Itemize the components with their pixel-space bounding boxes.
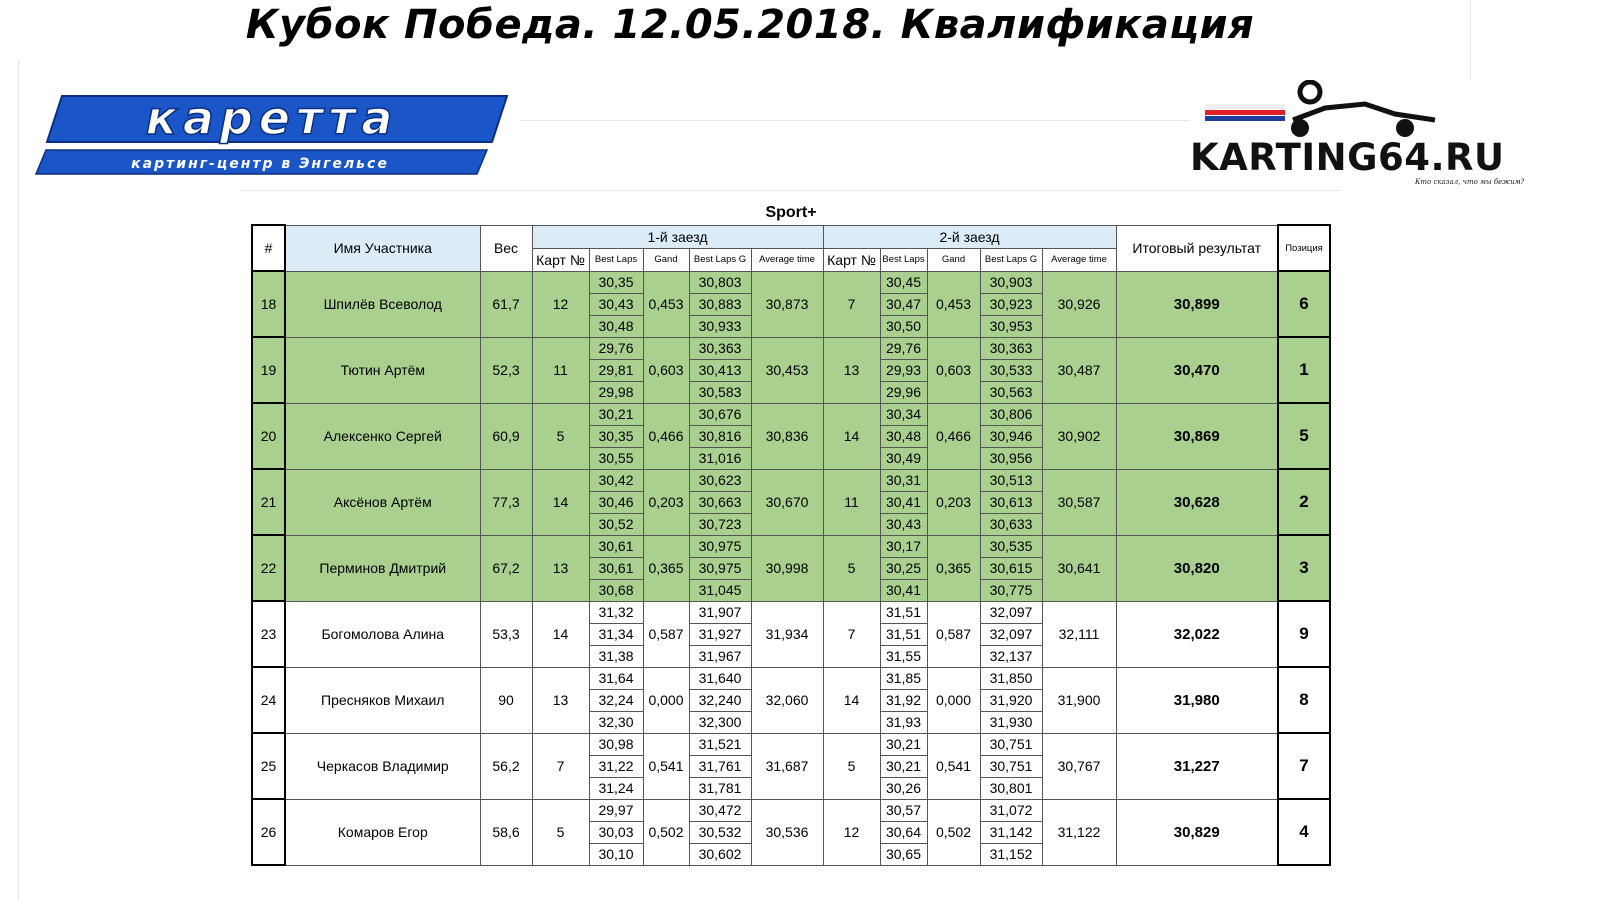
total-result: 30,470 [1116, 337, 1278, 403]
heat1-best-lap: 30,03 [589, 821, 643, 843]
heat1-kart: 5 [532, 403, 589, 469]
heat2-average: 30,587 [1042, 469, 1116, 535]
heat1-best-lap-g: 30,975 [689, 557, 751, 579]
heat1-best-lap: 30,61 [589, 557, 643, 579]
heat2-best-lap-g: 30,533 [980, 359, 1042, 381]
heat2-best-lap: 31,85 [880, 667, 927, 689]
participant-number: 22 [252, 535, 285, 601]
results-body [252, 271, 1330, 865]
heat2-best-lap-g: 30,363 [980, 337, 1042, 359]
heat1-average: 30,670 [751, 469, 823, 535]
class-title: Sport+ [765, 203, 817, 221]
participant-weight: 60,9 [480, 403, 532, 469]
heat1-best-lap: 30,35 [589, 271, 643, 293]
heat2-best-lap: 30,34 [880, 403, 927, 425]
heat2-best-lap-g: 30,903 [980, 271, 1042, 293]
header-avg-2: Average time [1042, 248, 1116, 271]
heat1-best-lap: 29,98 [589, 381, 643, 403]
table-row [252, 601, 1330, 623]
heat2-best-lap: 31,92 [880, 689, 927, 711]
final-position: 2 [1278, 469, 1330, 535]
participant-number: 21 [252, 469, 285, 535]
total-result: 30,628 [1116, 469, 1278, 535]
final-position: 4 [1278, 799, 1330, 865]
participant-weight: 58,6 [480, 799, 532, 865]
heat2-best-lap: 30,26 [880, 777, 927, 799]
heat1-best-lap-g: 30,975 [689, 535, 751, 557]
kart-driver-icon [1205, 80, 1560, 140]
heat1-kart: 11 [532, 337, 589, 403]
heat2-kart: 12 [823, 799, 880, 865]
heat2-best-lap-g: 31,142 [980, 821, 1042, 843]
heat2-gand: 0,587 [927, 601, 980, 667]
heat2-average: 30,487 [1042, 337, 1116, 403]
heat2-best-lap-g: 30,615 [980, 557, 1042, 579]
participant-weight: 52,3 [480, 337, 532, 403]
participant-number: 19 [252, 337, 285, 403]
heat1-best-lap: 30,98 [589, 733, 643, 755]
heat1-best-lap: 30,35 [589, 425, 643, 447]
participant-number: 26 [252, 799, 285, 865]
heat2-gand: 0,466 [927, 403, 980, 469]
heat1-best-lap-g: 30,623 [689, 469, 751, 491]
heat1-best-lap-g: 32,240 [689, 689, 751, 711]
heat2-best-lap-g: 32,137 [980, 645, 1042, 667]
participant-name: Черкасов Владимир [285, 733, 480, 799]
participant-weight: 67,2 [480, 535, 532, 601]
heat2-average: 31,122 [1042, 799, 1116, 865]
heat1-best-lap-g: 31,016 [689, 447, 751, 469]
header-best-laps-g-1: Best Laps G [689, 248, 751, 271]
header-best-laps-1: Best Laps [589, 248, 643, 271]
header-kart-2: Карт № [823, 248, 880, 271]
table-row [252, 403, 1330, 425]
heat1-average: 30,998 [751, 535, 823, 601]
heat2-best-lap: 30,21 [880, 755, 927, 777]
heat1-gand: 0,603 [643, 337, 689, 403]
heat1-gand: 0,453 [643, 271, 689, 337]
heat2-best-lap-g: 30,633 [980, 513, 1042, 535]
page-title: Кубок Победа. 12.05.2018. Квалификация [245, 2, 1255, 48]
heat2-best-lap: 29,96 [880, 381, 927, 403]
participant-number: 18 [252, 271, 285, 337]
heat1-gand: 0,365 [643, 535, 689, 601]
participant-number: 23 [252, 601, 285, 667]
total-result: 32,022 [1116, 601, 1278, 667]
heat1-best-lap: 30,48 [589, 315, 643, 337]
heat1-average: 32,060 [751, 667, 823, 733]
heat1-average: 30,453 [751, 337, 823, 403]
heat2-best-lap-g: 30,956 [980, 447, 1042, 469]
heat1-best-lap-g: 30,803 [689, 271, 751, 293]
heat1-average: 31,687 [751, 733, 823, 799]
heat1-best-lap-g: 30,723 [689, 513, 751, 535]
heat1-best-lap: 29,97 [589, 799, 643, 821]
participant-name: Перминов Дмитрий [285, 535, 480, 601]
heat2-kart: 14 [823, 667, 880, 733]
heat2-gand: 0,603 [927, 337, 980, 403]
heat1-average: 30,836 [751, 403, 823, 469]
heat1-best-lap: 30,61 [589, 535, 643, 557]
heat2-best-lap-g: 30,806 [980, 403, 1042, 425]
heat1-kart: 12 [532, 271, 589, 337]
heat2-gand: 0,541 [927, 733, 980, 799]
heat1-best-lap: 31,22 [589, 755, 643, 777]
heat1-kart: 7 [532, 733, 589, 799]
heat2-average: 30,926 [1042, 271, 1116, 337]
final-position: 3 [1278, 535, 1330, 601]
heat1-kart: 5 [532, 799, 589, 865]
heat1-best-lap-g: 30,363 [689, 337, 751, 359]
participant-number: 25 [252, 733, 285, 799]
results-table [251, 201, 1331, 866]
heat1-best-lap: 31,64 [589, 667, 643, 689]
heat2-best-lap: 31,55 [880, 645, 927, 667]
heat2-best-lap-g: 30,563 [980, 381, 1042, 403]
heat2-kart: 7 [823, 271, 880, 337]
heat1-best-lap: 29,76 [589, 337, 643, 359]
heat2-best-lap: 30,48 [880, 425, 927, 447]
heat2-kart: 11 [823, 469, 880, 535]
total-result: 30,829 [1116, 799, 1278, 865]
heat2-best-lap: 30,50 [880, 315, 927, 337]
heat1-best-lap: 31,24 [589, 777, 643, 799]
heat1-best-lap: 30,46 [589, 491, 643, 513]
heat2-best-lap-g: 31,930 [980, 711, 1042, 733]
heat1-gand: 0,587 [643, 601, 689, 667]
karetta-logo-subtitle: картинг-центр в Энгельсе [131, 156, 389, 172]
table-row [252, 535, 1330, 557]
table-row [252, 337, 1330, 359]
heat2-best-lap: 30,45 [880, 271, 927, 293]
heat1-best-lap: 30,55 [589, 447, 643, 469]
heat2-best-lap: 31,93 [880, 711, 927, 733]
table-row [252, 733, 1330, 755]
heat1-best-lap: 30,43 [589, 293, 643, 315]
participant-number: 20 [252, 403, 285, 469]
heat2-best-lap-g: 30,513 [980, 469, 1042, 491]
heat2-best-lap: 31,51 [880, 623, 927, 645]
heat1-best-lap-g: 30,816 [689, 425, 751, 447]
heat1-best-lap: 29,81 [589, 359, 643, 381]
total-result: 30,899 [1116, 271, 1278, 337]
heat1-best-lap: 30,68 [589, 579, 643, 601]
table-row [252, 469, 1330, 491]
header-best-laps-2: Best Laps [880, 248, 927, 271]
heat2-kart: 7 [823, 601, 880, 667]
heat2-best-lap: 30,43 [880, 513, 927, 535]
heat2-kart: 5 [823, 535, 880, 601]
heat2-average: 31,900 [1042, 667, 1116, 733]
participant-number: 24 [252, 667, 285, 733]
heat2-average: 30,767 [1042, 733, 1116, 799]
heat1-kart: 13 [532, 667, 589, 733]
heat1-best-lap-g: 31,907 [689, 601, 751, 623]
heat1-kart: 14 [532, 469, 589, 535]
participant-weight: 77,3 [480, 469, 532, 535]
header-heat1: 1-й заезд [532, 225, 823, 248]
heat2-best-lap-g: 30,751 [980, 733, 1042, 755]
karting64-slogan: Кто сказал, что мы бежим? [1415, 178, 1525, 186]
heat1-best-lap-g: 30,883 [689, 293, 751, 315]
heat1-gand: 0,000 [643, 667, 689, 733]
header-weight: Вес [480, 225, 532, 271]
heat2-best-lap: 30,41 [880, 491, 927, 513]
heat1-best-lap: 31,38 [589, 645, 643, 667]
heat2-best-lap-g: 30,613 [980, 491, 1042, 513]
karting64-logo [1190, 80, 1560, 192]
heat2-best-lap: 31,51 [880, 601, 927, 623]
participant-weight: 61,7 [480, 271, 532, 337]
heat2-best-lap-g: 30,801 [980, 777, 1042, 799]
heat2-gand: 0,000 [927, 667, 980, 733]
heat2-best-lap-g: 31,072 [980, 799, 1042, 821]
participant-name: Пресняков Михаил [285, 667, 480, 733]
header-num: # [252, 225, 285, 271]
header-kart-1: Карт № [532, 248, 589, 271]
heat1-best-lap-g: 31,927 [689, 623, 751, 645]
heat1-best-lap: 30,52 [589, 513, 643, 535]
heat2-best-lap-g: 31,152 [980, 843, 1042, 865]
heat2-best-lap: 30,65 [880, 843, 927, 865]
final-position: 8 [1278, 667, 1330, 733]
heat1-best-lap-g: 30,532 [689, 821, 751, 843]
header-name: Имя Участника [285, 225, 480, 271]
heat1-best-lap-g: 31,761 [689, 755, 751, 777]
heat2-best-lap: 30,25 [880, 557, 927, 579]
heat1-gand: 0,203 [643, 469, 689, 535]
heat1-best-lap-g: 31,640 [689, 667, 751, 689]
heat1-best-lap-g: 30,602 [689, 843, 751, 865]
karetta-logo [32, 92, 512, 184]
heat2-gand: 0,453 [927, 271, 980, 337]
final-position: 9 [1278, 601, 1330, 667]
heat2-best-lap-g: 32,097 [980, 623, 1042, 645]
heat2-best-lap: 30,49 [880, 447, 927, 469]
heat1-best-lap-g: 30,583 [689, 381, 751, 403]
heat2-average: 30,641 [1042, 535, 1116, 601]
participant-name: Алексенко Сергей [285, 403, 480, 469]
participant-name: Богомолова Алина [285, 601, 480, 667]
participant-name: Шпилёв Всеволод [285, 271, 480, 337]
participant-name: Комаров Егор [285, 799, 480, 865]
heat2-best-lap: 29,93 [880, 359, 927, 381]
heat2-average: 32,111 [1042, 601, 1116, 667]
heat2-gand: 0,365 [927, 535, 980, 601]
heat2-best-lap: 30,57 [880, 799, 927, 821]
heat2-best-lap-g: 30,751 [980, 755, 1042, 777]
table-row [252, 271, 1330, 293]
header-avg-1: Average time [751, 248, 823, 271]
participant-weight: 53,3 [480, 601, 532, 667]
header-heat2: 2-й заезд [823, 225, 1116, 248]
participant-weight: 90 [480, 667, 532, 733]
header-gand-2: Gand [927, 248, 980, 271]
heat2-best-lap-g: 30,923 [980, 293, 1042, 315]
heat2-best-lap: 30,31 [880, 469, 927, 491]
heat2-kart: 14 [823, 403, 880, 469]
heat2-best-lap-g: 30,775 [980, 579, 1042, 601]
heat1-gand: 0,502 [643, 799, 689, 865]
heat1-best-lap-g: 30,676 [689, 403, 751, 425]
heat1-average: 31,934 [751, 601, 823, 667]
karting64-brand: KARTING64.RU [1190, 136, 1505, 179]
heat2-best-lap: 30,17 [880, 535, 927, 557]
final-position: 1 [1278, 337, 1330, 403]
heat2-kart: 5 [823, 733, 880, 799]
heat2-gand: 0,502 [927, 799, 980, 865]
heat1-best-lap-g: 30,663 [689, 491, 751, 513]
header-total: Итоговый результат [1116, 225, 1278, 271]
heat1-best-lap: 32,30 [589, 711, 643, 733]
heat1-best-lap-g: 31,967 [689, 645, 751, 667]
header-gand-1: Gand [643, 248, 689, 271]
heat2-best-lap-g: 30,535 [980, 535, 1042, 557]
heat2-best-lap: 30,21 [880, 733, 927, 755]
participant-name: Тютин Артём [285, 337, 480, 403]
final-position: 7 [1278, 733, 1330, 799]
heat2-best-lap: 30,64 [880, 821, 927, 843]
heat1-best-lap-g: 30,933 [689, 315, 751, 337]
table-row [252, 667, 1330, 689]
heat1-average: 30,873 [751, 271, 823, 337]
heat1-best-lap: 30,21 [589, 403, 643, 425]
heat1-best-lap: 31,34 [589, 623, 643, 645]
final-position: 6 [1278, 271, 1330, 337]
final-position: 5 [1278, 403, 1330, 469]
heat1-kart: 14 [532, 601, 589, 667]
heat1-gand: 0,541 [643, 733, 689, 799]
header-best-laps-g-2: Best Laps G [980, 248, 1042, 271]
heat2-gand: 0,203 [927, 469, 980, 535]
header-position: Позиция [1278, 225, 1330, 271]
total-result: 30,820 [1116, 535, 1278, 601]
heat1-best-lap: 30,10 [589, 843, 643, 865]
heat1-average: 30,536 [751, 799, 823, 865]
heat1-best-lap-g: 32,300 [689, 711, 751, 733]
heat2-best-lap: 30,41 [880, 579, 927, 601]
heat1-best-lap-g: 30,413 [689, 359, 751, 381]
heat1-best-lap: 31,32 [589, 601, 643, 623]
heat2-best-lap-g: 31,920 [980, 689, 1042, 711]
heat1-kart: 13 [532, 535, 589, 601]
heat2-kart: 13 [823, 337, 880, 403]
heat1-best-lap-g: 31,045 [689, 579, 751, 601]
participant-weight: 56,2 [480, 733, 532, 799]
heat1-best-lap-g: 30,472 [689, 799, 751, 821]
heat2-best-lap-g: 30,946 [980, 425, 1042, 447]
heat2-best-lap-g: 32,097 [980, 601, 1042, 623]
heat2-best-lap-g: 31,850 [980, 667, 1042, 689]
karetta-logo-graphic [32, 92, 512, 184]
total-result: 31,227 [1116, 733, 1278, 799]
participant-name: Аксёнов Артём [285, 469, 480, 535]
heat1-best-lap: 32,24 [589, 689, 643, 711]
heat2-average: 30,902 [1042, 403, 1116, 469]
total-result: 30,869 [1116, 403, 1278, 469]
total-result: 31,980 [1116, 667, 1278, 733]
heat2-best-lap: 30,47 [880, 293, 927, 315]
heat1-best-lap-g: 31,781 [689, 777, 751, 799]
karetta-logo-name: каретта [145, 92, 399, 145]
heat2-best-lap-g: 30,953 [980, 315, 1042, 337]
heat2-best-lap: 29,76 [880, 337, 927, 359]
heat1-best-lap-g: 31,521 [689, 733, 751, 755]
heat1-best-lap: 30,42 [589, 469, 643, 491]
heat1-gand: 0,466 [643, 403, 689, 469]
table-row [252, 799, 1330, 821]
